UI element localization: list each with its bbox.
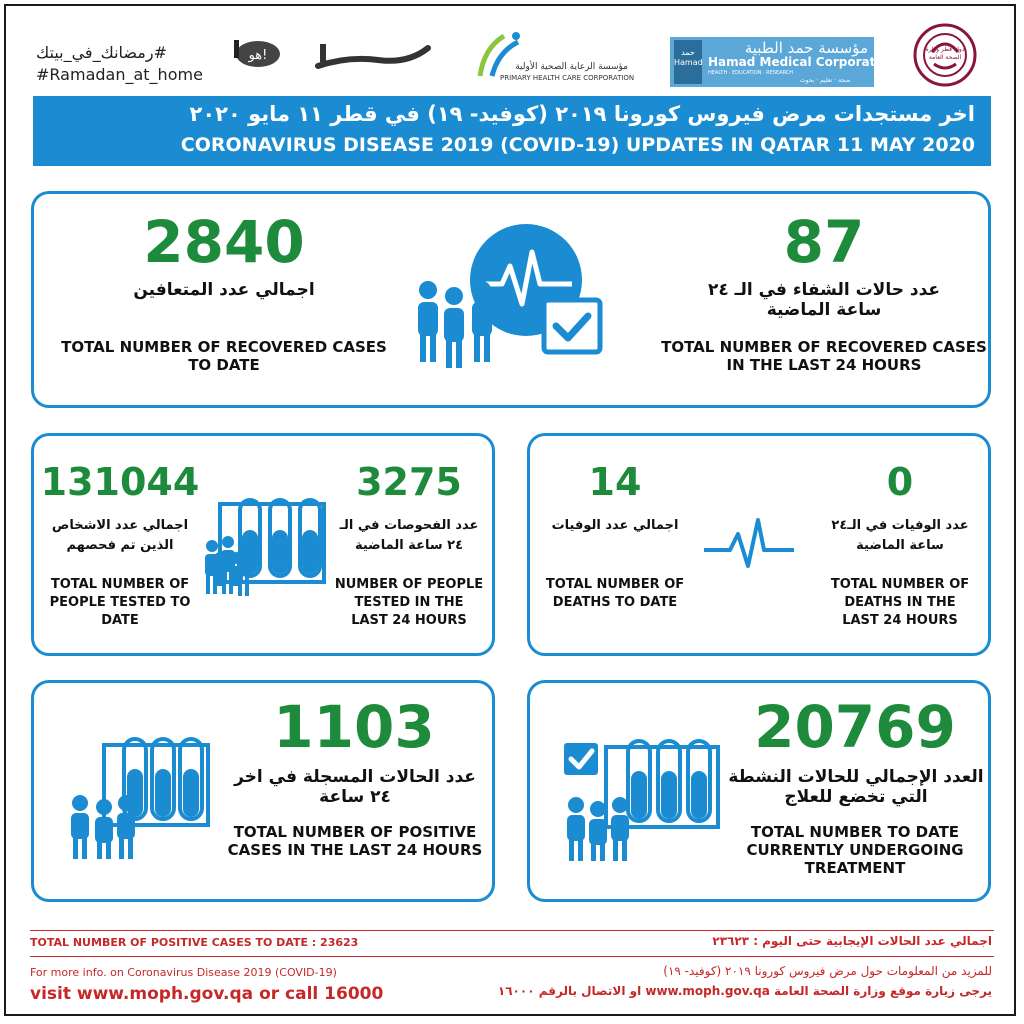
people-group-icon [71,795,135,859]
tests-total-value: 131044 [40,460,200,504]
footer-info-arabic: للمزيد من المعلومات حول مرض فيروس كورونا ٢٠١٩ (كوفيد- ١٩) [663,964,992,978]
active-label-arabic: العدد الإجمالي للحالات النشطة التي تخضع للعلاج [728,767,984,807]
recovered-daily-label-arabic: عدد حالات الشفاء في الـ ٢٤ ساعة الماضية [707,280,941,320]
phc-logo [470,28,635,88]
deaths-card [527,433,991,656]
active-card [527,680,991,902]
recovered-total-value: 2840 [143,208,305,276]
recovered-total-label-english: TOTAL NUMBER OF RECOVERED CASES TO DATE [61,338,387,374]
tests-daily-label-english: NUMBER OF PEOPLE TESTED IN THE LAST 24 HOURS [334,577,484,628]
hashtag-english: #Ramadan_at_home [36,65,203,84]
footer-positive-total-arabic: اجمالي عدد الحالات الإيجابية حتى اليوم : ٢٣٦٢٣ [712,934,992,948]
banner-title-english: CORONAVIRUS DISEASE 2019 (COVID-19) UPDATES IN QATAR 11 MAY 2020 [180,134,975,156]
people-group-icon [567,797,629,861]
people-group-icon [418,281,492,368]
footer-contact-arabic[interactable]: يرجى زيارة موقع وزارة الصحة العامة www.moph.gov.qa او الاتصال بالرقم ١٦٠٠٠ [497,984,992,998]
hmc-name-arabic: مؤسسة حمد الطبية [744,39,868,57]
recovered-illustration [406,222,606,382]
checkmark-icon [564,743,598,775]
recovered-daily-label-english: TOTAL NUMBER OF RECOVERED CASES IN THE LAST 24 HOURS [661,338,987,374]
positive-label-english: TOTAL NUMBER OF POSITIVE CASES IN THE LAST 24 HOURS [227,823,483,859]
footer-divider-top [30,930,994,931]
active-label-english: TOTAL NUMBER TO DATE CURRENTLY UNDERGOING TREATMENT [746,823,964,877]
campaign-logo [228,36,438,76]
hmc-logo [670,37,897,87]
positive-value: 1103 [273,693,435,761]
deaths-total-label-english: TOTAL NUMBER OF DEATHS TO DATE [545,577,685,610]
footer-contact-english[interactable]: visit www.moph.gov.qa or call 16000 [30,984,384,1004]
phc-leaf-icon [470,28,530,80]
deaths-daily-value: 0 [886,460,914,504]
title-banner [33,96,991,166]
ecg-line-icon [700,512,800,572]
tests-daily-value: 3275 [356,460,462,504]
deaths-total-label-arabic: اجمالي عدد الوفيات [551,518,679,533]
hmc-tagline: HEALTH · EDUCATION · RESEARCH [708,70,794,76]
active-illustration [556,729,726,863]
active-value: 20769 [754,693,956,761]
campaign-logo-text: هو! [248,48,268,63]
phc-name-arabic: مؤسسة الرعاية الصحية الأولية [515,62,628,72]
recovered-card [31,191,991,408]
moph-name-arabic: دولة قطر وزارة الصحة العامة [925,46,965,61]
hashtag-arabic: #رمضانك_في_بيتك [36,43,167,62]
footer-divider-bottom [30,956,994,957]
tests-total-label-english: TOTAL NUMBER OF PEOPLE TESTED TO DATE [49,577,191,628]
tests-total-label-arabic: اجمالي عدد الاشخاص الذين تم فحصهم [51,518,189,553]
hmc-badge: حمد Hamad [674,40,702,84]
test-tubes-icon [104,739,208,825]
footer-positive-total-english: TOTAL NUMBER OF POSITIVE CASES TO DATE : 23623 [30,936,359,949]
test-tubes-icon [606,741,718,827]
positive-label-arabic: عدد الحالات المسجلة في اخر ٢٤ ساعة [234,767,476,807]
recovered-daily-value: 87 [783,208,865,276]
deaths-daily-label-english: TOTAL NUMBER OF DEATHS IN THE LAST 24 HOURS [830,577,970,628]
footer-info-english: For more info. on Coronavirus Disease 2019 (COVID-19) [30,966,337,979]
positive-card [31,680,495,902]
moph-emblem [912,22,978,88]
phc-name-english: PRIMARY HEALTH CARE CORPORATION [500,74,635,82]
hmc-name-english: Hamad Medical Corporation [708,55,897,69]
tests-card [31,433,495,656]
positive-illustration [64,731,214,861]
people-group-icon [205,536,251,596]
tests-illustration [200,496,330,606]
hmc-tagline-arabic: صحة · تعليم · بحوث [800,77,851,84]
checkmark-icon [544,300,600,352]
tests-daily-label-arabic: عدد الفحوصات في الـ ٢٤ ساعة الماضية [339,518,479,553]
banner-title-arabic: اخر مستجدات مرض فيروس كورونا ٢٠١٩ (كوفيد- ١٩) في قطر ١١ مايو ٢٠٢٠ [189,102,975,126]
deaths-total-value: 14 [588,460,642,504]
recovered-total-label-arabic: اجمالي عدد المتعافين [133,280,315,300]
deaths-daily-label-arabic: عدد الوفيات في الـ٢٤ ساعة الماضية [831,518,969,553]
